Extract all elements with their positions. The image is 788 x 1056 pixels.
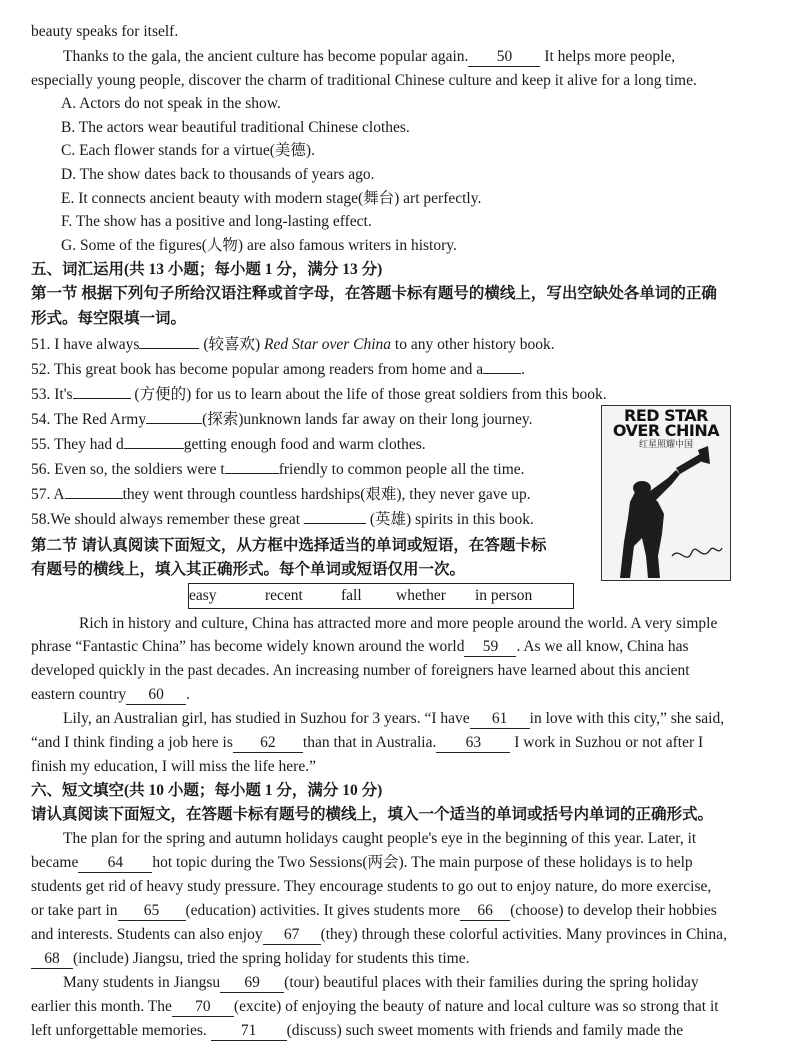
book-cover-subtitle: 红星照耀中国 <box>638 440 693 450</box>
blank-50[interactable]: 50 <box>468 48 540 67</box>
blank-60[interactable]: 60 <box>126 686 186 705</box>
blank-70[interactable]: 70 <box>172 998 234 1017</box>
question-54: 54. The Red Army (探索)unknown lands far away on their long journey. <box>31 411 533 428</box>
section6-instruction: 请认真阅读下面短文，在答题卡标有题号的横线上，填入一个适当的单词或括号内单词的正确形式。 <box>31 806 714 823</box>
blank-61[interactable]: 61 <box>470 710 530 729</box>
option-e: E. It connects ancient beauty with modern stage(舞台) art perfectly. <box>61 190 482 207</box>
blank-58[interactable] <box>304 523 366 524</box>
option-d: D. The show dates back to thousands of years ago. <box>61 166 375 183</box>
passage3-line-68: 68 (include) Jiangsu, tried the spring holiday for students this time. <box>31 949 469 969</box>
part1-instruction-line1: 第一节 根据下列句子所给汉语注释或首字母，在答题卡标有题号的横线上，写出空缺处各单词的正确 <box>31 285 717 302</box>
blank-66[interactable]: 66 <box>460 902 510 921</box>
passage3-line-70: earlier this month. The 70 (excite) of enjoying the beauty of nature and local culture was so strong that it <box>31 998 719 1015</box>
section5-heading: 五、词汇运用(共 13 小题；每小题 1 分，满分 13 分) <box>31 261 383 278</box>
passage-line-50: Thanks to the gala, the ancient culture has become popular again. 50 It helps more people, <box>63 48 676 65</box>
question-56: 56. Even so, the soldiers were t friendly to common people all the time. <box>31 461 525 478</box>
passage3-line-67: and interests. Students can also enjoy 67 (they) through these colorful activities. Many provinces in China, <box>31 926 727 943</box>
blank-69[interactable]: 69 <box>220 974 284 993</box>
passage2-line-59: phrase “Fantastic China” has become widely known around the world 59 . As we all know, China has <box>31 638 689 655</box>
option-c: C. Each flower stands for a virtue(美德). <box>61 142 315 159</box>
passage3-line-65-66: or take part in 65 (education) activities. It gives students more 66 (choose) to develop their hobbies <box>31 902 717 919</box>
blank-63[interactable]: 63 <box>436 734 510 753</box>
blank-51[interactable] <box>139 348 199 349</box>
word-box-item: fall <box>341 587 362 604</box>
question-55: 55. They had d getting enough food and warm clothes. <box>31 436 426 453</box>
soldier-trumpet-illustration <box>602 406 730 580</box>
word-box-item: recent <box>265 587 303 604</box>
passage-end-line: beauty speaks for itself. <box>31 23 179 40</box>
blank-64[interactable]: 64 <box>78 854 152 873</box>
question-58: 58.We should always remember these great (英雄) spirits in this book. <box>31 511 534 528</box>
word-box-item: whether <box>396 587 446 604</box>
blank-67[interactable]: 67 <box>263 926 321 945</box>
passage3-line: The plan for the spring and autumn holidays caught people's eye in the beginning of this year. Later, it <box>63 830 697 847</box>
blank-54[interactable] <box>146 423 202 424</box>
blank-53[interactable] <box>73 398 131 399</box>
question-57: 57. A they went through countless hardships(艰难), they never gave up. <box>31 486 531 503</box>
blank-62[interactable]: 62 <box>233 734 303 753</box>
passage2-line: developed quickly in the past decades. An increasing number of foreigners have learned about this ancient <box>31 662 690 679</box>
blank-57[interactable] <box>65 498 123 499</box>
word-box-item: in person <box>475 587 533 604</box>
option-b: B. The actors wear beautiful traditional Chinese clothes. <box>61 119 410 136</box>
blank-68[interactable]: 68 <box>31 950 73 969</box>
passage2-line: Rich in history and culture, China has attracted more and more people around the world. A very simple <box>79 615 718 632</box>
passage3-line: students get rid of heavy study pressure. They encourage students to go out to enjoy nature, do more exercise, <box>31 878 712 895</box>
passage3-line-64: became 64 hot topic during the Two Sessions(两会). The main purpose of these holidays is to help <box>31 854 693 871</box>
book-cover-title: RED STAR OVER CHINA <box>612 406 720 440</box>
option-f: F. The show has a positive and long-lasting effect. <box>61 213 372 230</box>
blank-56[interactable] <box>225 473 279 474</box>
blank-52[interactable] <box>483 373 521 374</box>
passage2-line-60: eastern country 60 . <box>31 686 190 703</box>
passage-line: especially young people, discover the charm of traditional Chinese culture and keep it alive for a long time. <box>31 72 697 89</box>
passage3-line-69: Many students in Jiangsu 69 (tour) beautiful places with their families during the spring holiday <box>63 974 699 991</box>
section6-heading: 六、短文填空(共 10 小题；每小题 1 分，满分 10 分) <box>31 782 383 799</box>
passage3-line-71: left unforgettable memories. 71 (discuss) such sweet moments with friends and family made the <box>31 1022 684 1039</box>
passage2-line: finish my education, I will miss the life here.” <box>31 758 316 775</box>
blank-59[interactable]: 59 <box>464 638 516 657</box>
option-g: G. Some of the figures(人物) are also famous writers in history. <box>61 237 457 254</box>
question-53: 53. It's (方便的) for us to learn about the life of those great soldiers from this book. <box>31 386 607 403</box>
part2-instruction-line2: 有题号的横线上，填入其正确形式。每个单词或短语仅用一次。 <box>31 561 466 578</box>
word-box-item: easy <box>189 587 217 604</box>
option-a: A. Actors do not speak in the show. <box>61 95 281 112</box>
part2-instruction-line1: 第二节 请认真阅读下面短文，从方框中选择适当的单词或短语，在答题卡标 <box>31 537 547 554</box>
passage2-line-61: Lily, an Australian girl, has studied in Suzhou for 3 years. “I have 61 in love with this city,” she said, <box>63 710 725 727</box>
blank-55[interactable] <box>124 448 184 449</box>
book-cover-image <box>601 405 731 581</box>
word-box <box>188 583 574 609</box>
question-51: 51. I have always (较喜欢) Red Star over China to any other history book. <box>31 336 555 353</box>
question-52: 52. This great book has become popular among readers from home and a . <box>31 361 525 378</box>
blank-71[interactable]: 71 <box>211 1022 287 1041</box>
blank-65[interactable]: 65 <box>118 902 186 921</box>
part1-instruction-line2: 形式。每空限填一词。 <box>31 310 187 327</box>
passage2-line-62-63: “and I think finding a job here is 62 than that in Australia. 63 I work in Suzhou or not after I <box>31 734 704 751</box>
